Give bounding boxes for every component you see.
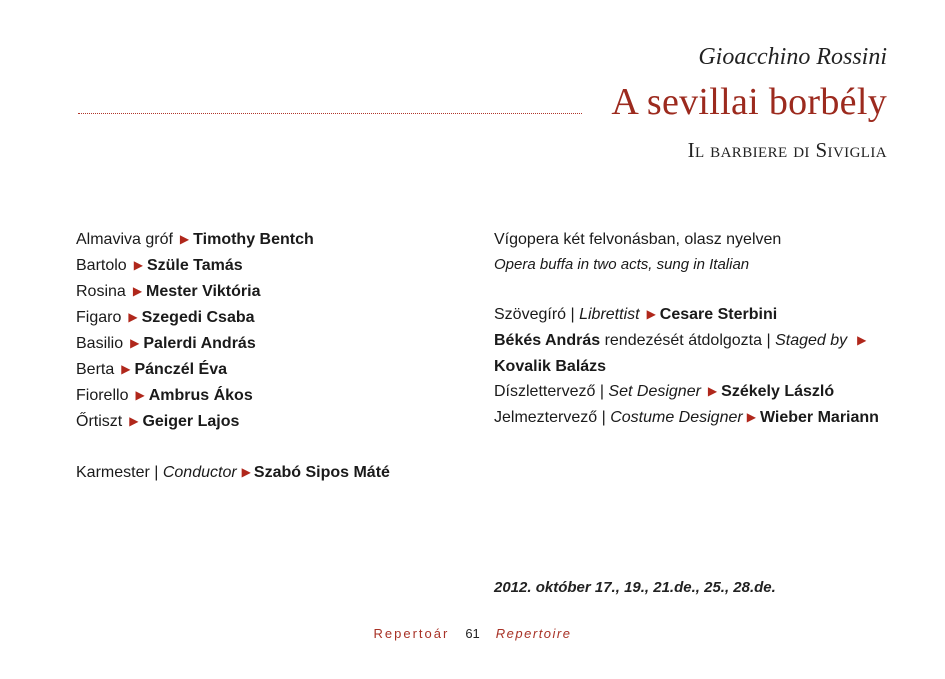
set-label-en: Set Designer [608,383,701,400]
page-footer [0,626,945,641]
cast-name: Szüle Tamás [146,257,243,274]
cast-name: Szegedi Csaba [141,309,255,326]
footer-left: Repertoár [373,626,450,641]
conductor-row: Karmester | Conductor ▶ Szabó Sipos Máté [76,464,390,481]
librettist-row: Szövegíró | Librettist ▶ Cesare Sterbini [494,306,778,323]
description-en: Opera buffa in two acts, sung in Italian [494,256,750,273]
cast-list [76,227,390,486]
triangle-right-icon: ▶ [746,410,756,424]
set-label: Díszlettervező [494,383,596,400]
cast-row [76,383,390,409]
cast-row [76,305,390,331]
set-designer-name: Székely László [721,383,835,400]
cast-role: Őrtiszt [76,413,123,430]
cast-row [76,409,390,435]
cast-name: Mester Viktória [146,283,261,300]
staged-original-director: Békés András [494,332,601,349]
staged-label-en: Staged by [775,332,848,349]
cast-role: Basilio [76,335,124,352]
set-designer-row: Díszlettervező | Set Designer ▶ Székely László [494,383,835,400]
cast-name: Pánczél Éva [134,361,227,378]
opera-title: A sevillai borbély [611,81,887,123]
costume-designer-name: Wieber Mariann [759,409,879,426]
triangle-right-icon: ▶ [241,465,251,479]
cast-role: Figaro [76,309,122,326]
librettist-label: Szövegíró [494,306,567,323]
composer-name: Gioacchino Rossini [698,44,887,70]
staged-name-row [494,354,874,379]
description-hu: Vígopera két felvonásban, olasz nyelven [494,231,782,248]
cast-row [76,253,390,279]
triangle-right-icon: ▶ [179,232,190,246]
triangle-right-icon: ▶ [129,414,139,428]
triangle-right-icon: ▶ [130,336,140,350]
cast-name: Ambrus Ákos [148,387,253,404]
original-title: Il barbiere di Siviglia [687,138,887,162]
performance-dates: 2012. október 17., 19., 21.de., 25., 28.de. [494,579,776,596]
cast-role: Fiorello [76,387,129,404]
triangle-right-icon: ▶ [121,362,131,376]
librettist-name: Cesare Sterbini [659,306,778,323]
cast-name: Palerdi András [143,335,256,352]
conductor-label: Karmester [76,464,150,481]
triangle-right-icon: ▶ [857,333,867,347]
cast-role: Berta [76,361,115,378]
cast-row [76,331,390,357]
cast-row [76,279,390,305]
librettist-label-en: Librettist [579,306,640,323]
triangle-right-icon: ▶ [646,307,656,321]
staged-name: Kovalik Balázs [494,358,607,375]
staged-label: rendezését átdolgozta [604,332,763,349]
page-number: 61 [465,626,480,641]
cast-row [76,357,390,383]
cast-role: Rosina [76,283,126,300]
costume-label: Jelmeztervező [494,409,598,426]
triangle-right-icon: ▶ [135,388,145,402]
production-info [494,227,879,431]
dotted-divider [78,113,582,114]
triangle-right-icon: ▶ [133,258,143,272]
cast-name: Timothy Bentch [193,231,314,248]
triangle-right-icon: ▶ [707,384,718,398]
cast-role: Bartolo [76,257,127,274]
conductor-name: Szabó Sipos Máté [253,464,390,481]
costume-designer-row: Jelmeztervező | Costume Designer ▶ Wieber Mariann [494,409,879,426]
triangle-right-icon: ▶ [132,284,143,298]
triangle-right-icon: ▶ [128,310,138,324]
cast-name: Geiger Lajos [142,413,240,430]
staged-row: Békés András rendezését átdolgozta | Staged by ▶ [494,332,867,349]
costume-label-en: Costume Designer [610,409,743,426]
conductor-label-en: Conductor [162,464,237,481]
cast-row [76,227,390,253]
cast-role: Almaviva gróf [76,231,173,248]
footer-right: Repertoire [495,626,572,641]
